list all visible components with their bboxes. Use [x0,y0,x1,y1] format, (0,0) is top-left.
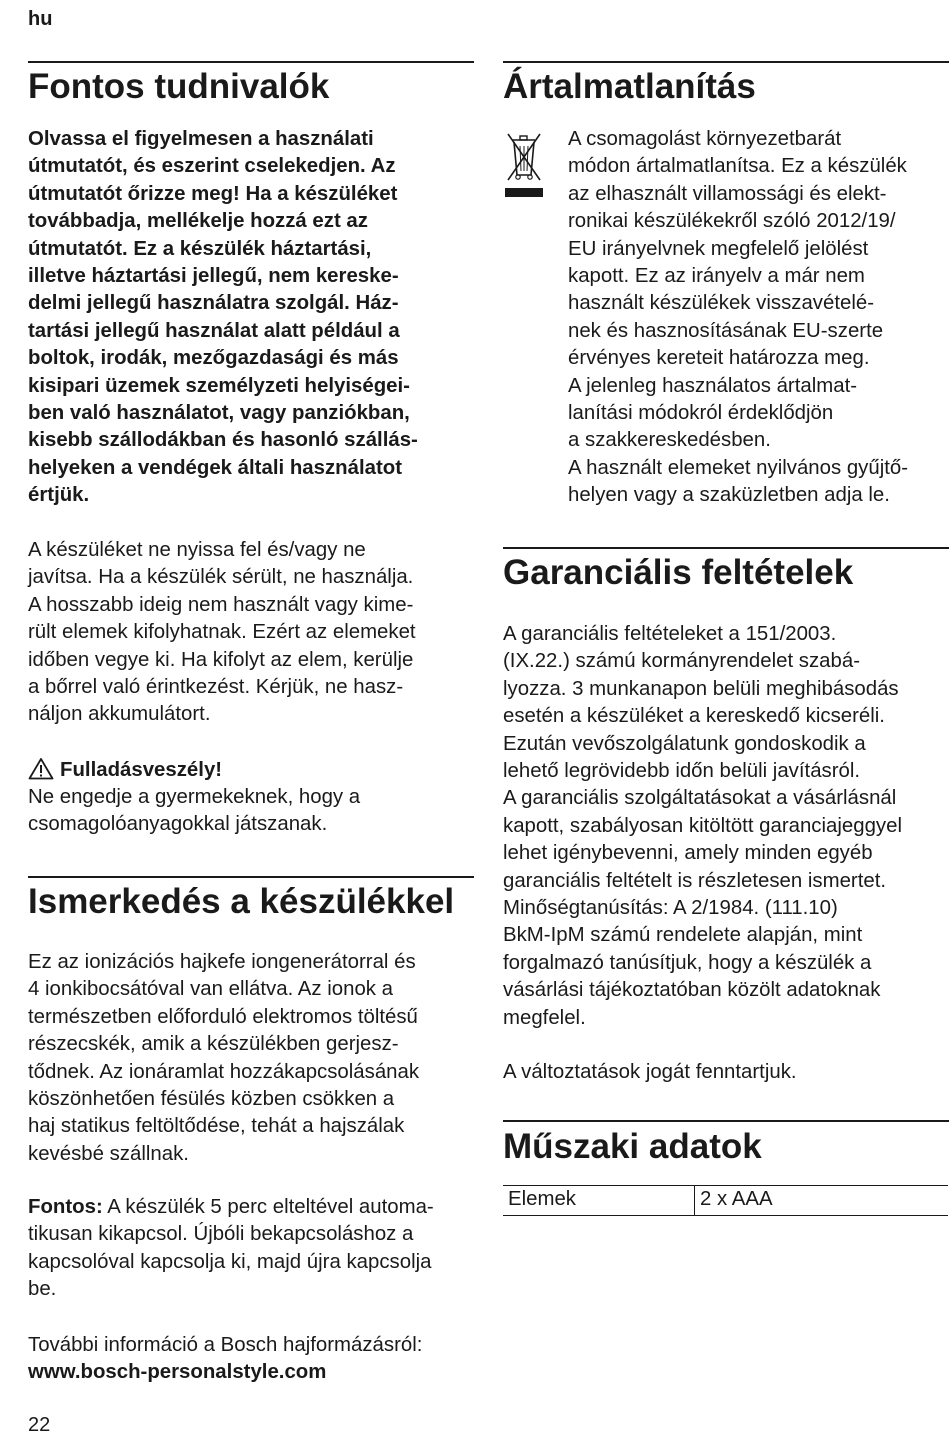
fontos-note-text: A készülék 5 perc elteltével automa- tikusan kikapcsol. Újbóli bekapcsoláshoz a kapcsolóval kapcsolja ki, majd újra kapcsolja be. [28,1196,434,1301]
safety-paragraph: A készüléket ne nyissa fel és/vagy ne javítsa. Ha a készülék sérült, ne használja. A hosszabb ideig nem használt vagy kime- rült elemek kifolyhatnak. Ezért az elemeket időben vegye ki. Ha kifolyt az elem, kerülje a bőrrel való érintkezést. Kérjük, ne hasz- náljon akkumulátort. [28,539,416,726]
section-rule-garancialis [503,547,949,549]
warning-title: Fulladásveszély! [60,759,223,781]
technical-data-table [503,1185,948,1216]
section-rule-ismerkedes [28,876,474,878]
section-rule-fontos [28,61,474,63]
section-rule-muszaki [503,1120,949,1122]
heading-artalmatlanitas: Ártalmatlanítás [503,67,756,106]
heading-fontos-tudnivalok: Fontos tudnivalók [28,67,330,106]
page-number: 22 [28,1414,51,1436]
warning-heading [28,757,222,784]
info-text: További információ a Bosch hajformázásról: [28,1334,423,1356]
heading-garancialis: Garanciális feltételek [503,553,854,592]
warranty-paragraph: A garanciális feltételeket a 151/2003. (IX.22.) számú kormányrendelet szabá- lyozza. 3 munkanapon belüli meghibásodás esetén a készüléket a kereskedő kicseréli. Ezután vevőszolgálatunk gondoskodik a lehető legrövidebb időn belüli javításról. A garanciális szolgáltatásokat a vásárlásnál kapott, szabályosan kitöltött garanciajeggyel lehet igénybevenni, amely minden egyéb garanciális feltételt is részletesen ismertet. Minőségtanúsítás: A 2/1984. (111.10) BkM-IpM számú rendelete alapján, mint forgalmazó tanúsítjuk, hogy a készülék a vásárlási tájékoztatóban közölt adatoknak megfelel. [503,623,902,1029]
fontos-label: Fontos: [28,1196,103,1218]
device-description-paragraph: Ez az ionizációs hajkefe iongenerátorral és 4 ionkibocsátóval van ellátva. Az ionok a természetben előforduló elektromos töltésű részecskék, amik a készülékben gerjesz- tődnek. Az ionáramlat hozzákapcsolásának köszönhetően fésülés közben csökken a haj statikus feltöltődése, tehát a hajszálak kevésbé szállnak. [28,951,420,1165]
language-code: hu [28,8,53,30]
heading-muszaki-adatok: Műszaki adatok [503,1127,762,1166]
weee-crossed-bin-icon [503,131,545,208]
fontos-note-paragraph [28,1194,434,1304]
spec-value-cell: 2 x AAA [695,1186,949,1216]
table-row [503,1186,948,1216]
section-rule-artalmatlanitas [503,61,949,63]
heading-ismerkedes: Ismerkedés a készülékkel [28,882,455,921]
warning-triangle-icon [28,757,54,780]
warning-text: Ne engedje a gyermekeknek, hogy a csomagolóanyagokkal játszanak. [28,786,361,836]
disposal-paragraph: A csomagolást környezetbarát módon ártalmatlanítsa. Ez a készülék az elhasznált villamossági és elekt- ronikai készülékekről szóló 2012/19/ EU irányelvnek megfelelő jelölést kapott. Ez az irányelv a már nem használt készülékek visszavételé- nek és hasznosításának EU-szerte érvényes kereteit határozza meg. A jelenleg használatos ártalmat- lanítási módokról érdeklődjön a szakkereskedésben. A használt elemeket nyilvános gyűjtő- helyen vagy a szaküzletben adja le. [568,128,909,507]
intro-bold-paragraph: Olvassa el figyelmesen a használati útmutatót, és eszerint cselekedjen. Az útmutatót őrizze meg! Ha a készüléket továbbadja, mellékelje hozzá ezt az útmutatót. Ez a készülék háztartási, illetve háztartási jellegű, nem kereske- delmi jellegű használatra szolgál. Ház- tartási jellegű használat alatt például a boltok, irodák, mezőgazdasági és más kisipari üzemek személyzeti helyiségei- ben való használatot, vagy panziókban, kisebb szállodákban és hasonló szállás- helyeken a vendégek általi használatot értjük. [28,128,418,507]
rights-reserved-text: A változtatások jogát fenntartjuk. [503,1061,797,1083]
spec-label-cell: Elemek [503,1186,695,1216]
bosch-website-link[interactable]: www.bosch-personalstyle.com [28,1361,327,1383]
